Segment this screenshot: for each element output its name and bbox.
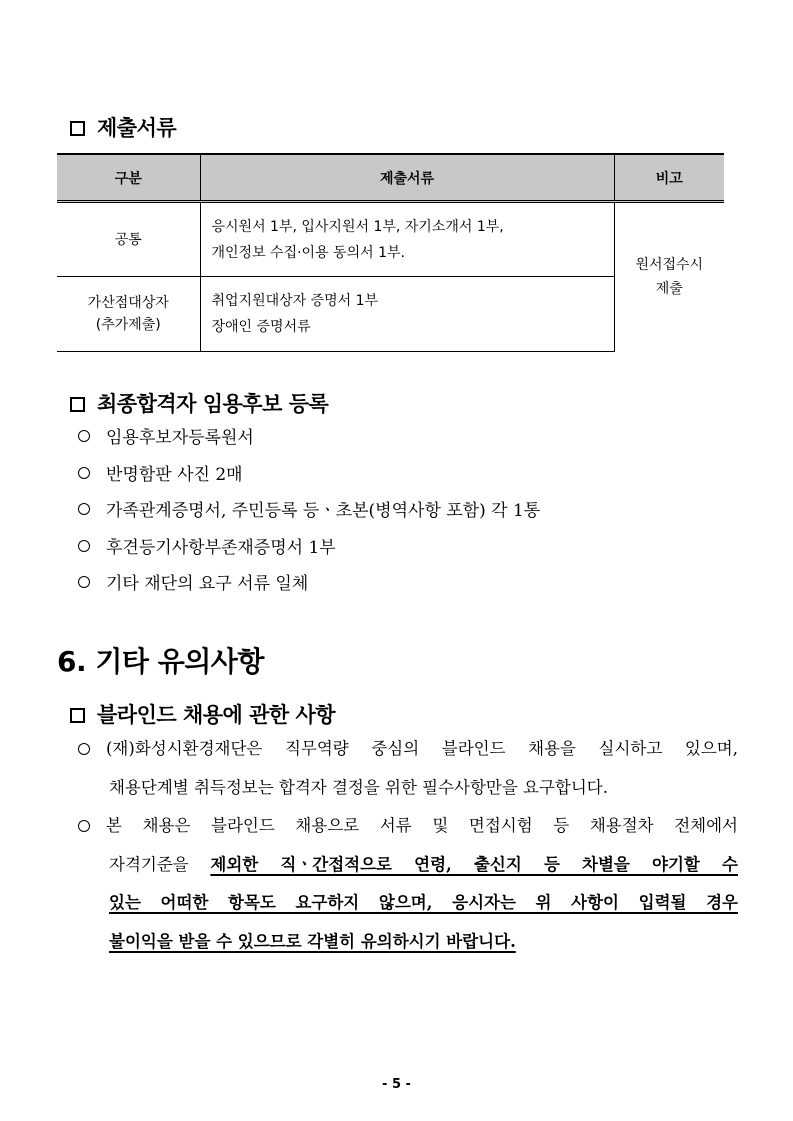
circle-bullet-icon	[78, 743, 90, 755]
section-heading-documents	[70, 112, 176, 142]
chapter-title: 6. 기타 유의사항	[57, 645, 264, 678]
category-line: 가산점대상자	[87, 295, 169, 311]
checkbox-square-icon	[70, 397, 85, 412]
notice-paragraph-2	[78, 807, 738, 961]
section-heading-registration	[70, 388, 328, 418]
circle-bullet-icon	[78, 576, 90, 588]
header-documents: 제출서류	[200, 154, 614, 202]
paragraph-line	[78, 884, 738, 923]
circle-bullet-icon	[78, 430, 90, 442]
row-documents	[200, 277, 614, 352]
row-category	[57, 277, 200, 352]
section-title: 제출서류	[97, 116, 177, 140]
checkbox-square-icon	[70, 121, 85, 136]
page-number: - 5 -	[382, 1077, 411, 1092]
row-category: 공통	[57, 202, 200, 277]
list-item: 임용후보자등록원서	[78, 420, 540, 457]
note-line: 제출	[655, 281, 683, 298]
emphasis-text: 제외한 직ㆍ간접적으로 연령, 출신지 등 차별을 야기할 수	[210, 854, 738, 874]
header-note: 비고	[614, 154, 724, 202]
doc-line: 취업지원대상자 증명서 1부	[211, 293, 379, 309]
circle-bullet-icon	[78, 820, 90, 832]
row-documents	[200, 202, 614, 277]
table-row	[57, 202, 724, 277]
header-category: 구분	[57, 154, 200, 202]
paragraph-line: 채용단계별 취득정보는 합격자 결정을 위한 필수사항만을 요구합니다.	[109, 777, 608, 797]
notice-paragraph-1	[78, 730, 738, 807]
section-title: 블라인드 채용에 관한 사항	[97, 703, 336, 727]
list-item: 기타 재단의 요구 서류 일체	[78, 566, 540, 603]
emphasis-text: 있는 어떠한 항목도 요구하지 않으며, 응시자는 위 사항이 입력될 경우	[109, 893, 738, 912]
checkbox-square-icon	[70, 708, 85, 723]
list-item: 후견등기사항부존재증명서 1부	[78, 530, 540, 567]
registration-list	[78, 420, 540, 603]
doc-line: 장애인 증명서류	[211, 319, 311, 335]
paragraph-line: 자격기준을 제외한 직ㆍ간접적으로 연령, 출신지 등 차별을 야기할 수	[109, 854, 738, 874]
list-item: 반명함판 사진 2매	[78, 457, 540, 494]
category-line: (추가제출)	[95, 317, 161, 333]
note-line: 원서접수시	[635, 257, 704, 274]
paragraph-line: 본 채용은 블라인드 채용으로 서류 및 면접시험 등 채용절차 전체에서	[78, 807, 738, 846]
section-title: 최종합격자 임용후보 등록	[97, 392, 329, 416]
emphasis-text: 불이익을 받을 수 있으므로 각별히 유의하시기 바랍니다.	[109, 931, 516, 951]
doc-line: 개인정보 수집·이용 동의서 1부.	[211, 244, 405, 261]
documents-table	[57, 153, 724, 352]
circle-bullet-icon	[78, 503, 90, 515]
paragraph-line: (재)화성시환경재단은 직무역량 중심의 블라인드 채용을 실시하고 있으며,	[78, 730, 738, 769]
doc-line: 응시원서 1부, 입사지원서 1부, 자기소개서 1부,	[211, 218, 504, 235]
section-heading-blind-hiring	[70, 699, 335, 729]
circle-bullet-icon	[78, 540, 90, 552]
note-cell	[614, 202, 724, 352]
list-item: 가족관계증명서, 주민등록 등ㆍ초본(병역사항 포함) 각 1통	[78, 493, 540, 530]
paragraph-line	[78, 923, 738, 962]
circle-bullet-icon	[78, 467, 90, 479]
table-header-row	[57, 154, 724, 202]
